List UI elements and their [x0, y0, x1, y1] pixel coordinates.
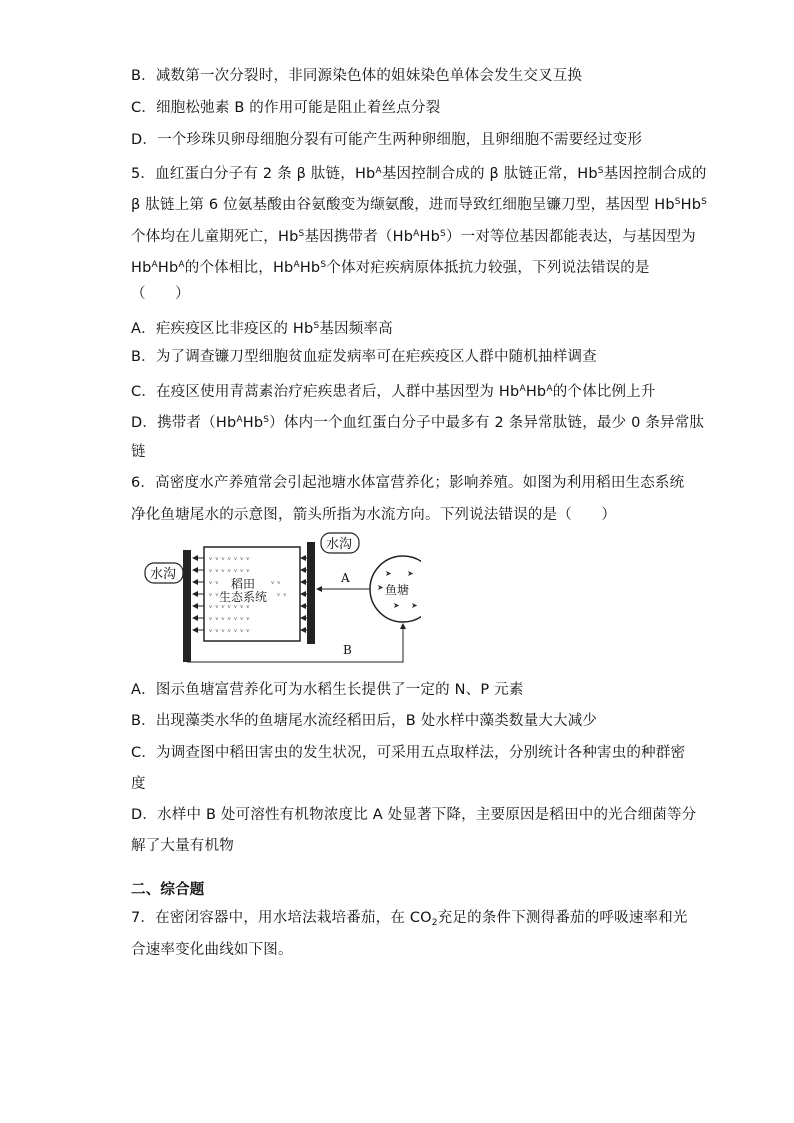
- ditch-to-field-arrows: [301, 558, 307, 630]
- q6-option-a: A．图示鱼塘富营养化可为水稻生长提供了一定的 N、P 元素: [131, 682, 524, 698]
- field-label-1: 稻田: [231, 577, 256, 591]
- q5-stem-line-2: β 肽链上第 6 位氨基酸由谷氨酸变为缬氨酸，进而导致红细胞呈镰刀型，基因型 $Hb^SHb^S$: [131, 197, 708, 213]
- field-label-2: 生态系统: [219, 590, 268, 604]
- q6-option-d-cont: 解了大量有机物: [131, 838, 234, 854]
- q5-option-b: B．为了调查镰刀型细胞贫血症发病率可在疟疾疫区人群中随机抽样调查: [131, 349, 597, 365]
- field-to-ditch-arrows: [193, 558, 204, 630]
- q4-option-d: D．一个珍珠贝卵母细胞分裂有可能产生两种卵细胞，且卵细胞不需要经过变形: [131, 132, 643, 148]
- q7-stem-line-1: 7．在密闭容器中，用水培法栽培番茄，在 $CO_2$充足的条件下测得番茄的呼吸速率和光: [131, 910, 688, 928]
- left-ditch: [183, 550, 191, 662]
- svg-text:➤: ➤: [393, 601, 400, 610]
- svg-text:➤: ➤: [411, 601, 418, 610]
- svg-text:ᵥ ᵥ ᵥ ᵥ ᵥ ᵥ ᵥ: ᵥ ᵥ ᵥ ᵥ ᵥ ᵥ ᵥ: [209, 625, 250, 635]
- left-ditch-label: 水沟: [150, 567, 177, 582]
- q5-stem-line-3: 个体均在儿童期死亡，$Hb^S$基因携带者$(Hb^AHb^S)$一对等位基因都能表达，与基因型为: [131, 229, 696, 245]
- svg-text:ᵥ ᵥ ᵥ ᵥ ᵥ ᵥ ᵥ: ᵥ ᵥ ᵥ ᵥ ᵥ ᵥ ᵥ: [209, 565, 250, 575]
- svg-text:ᵥ ᵥ: ᵥ ᵥ: [209, 577, 219, 587]
- svg-text:ᵥ ᵥ ᵥ ᵥ ᵥ ᵥ ᵥ: ᵥ ᵥ ᵥ ᵥ ᵥ ᵥ ᵥ: [209, 613, 250, 623]
- svg-text:➤: ➤: [377, 583, 384, 592]
- label-b: B: [343, 643, 352, 657]
- svg-text:ᵥ ᵥ: ᵥ ᵥ: [271, 577, 281, 587]
- svg-text:➤: ➤: [385, 569, 392, 578]
- q6-stem-line-2: 净化鱼塘尾水的示意图，箭头所指为水流方向。下列说法错误的是（ ）: [131, 507, 617, 523]
- q5-stem-line-1: 5．血红蛋白分子有 2 条 β 肽链，$Hb^A$基因控制合成的 β 肽链正常，$Hb^S$基因控制合成的: [131, 166, 707, 182]
- q4-option-b: B．减数第一次分裂时，非同源染色体的姐妹染色单体会发生交叉互换: [131, 68, 583, 84]
- pond-label: 鱼塘: [385, 583, 410, 597]
- q6-option-d: D．水样中 B 处可溶性有机物浓度比 A 处显著下降，主要原因是稻田中的光合细菌等分: [131, 807, 697, 823]
- q5-answer-paren: （ ）: [131, 286, 190, 302]
- q6-option-c-cont: 度: [131, 776, 146, 792]
- svg-text:ᵥ ᵥ: ᵥ ᵥ: [209, 589, 219, 599]
- q5-option-d: D．携带者$(Hb^AHb^S)$体内一个血红蛋白分子中最多有 2 条异常肽链，最少 0 条异常肽: [131, 415, 705, 431]
- q5-option-d-cont: 链: [131, 444, 146, 460]
- svg-text:ᵥ ᵥ ᵥ ᵥ ᵥ ᵥ ᵥ: ᵥ ᵥ ᵥ ᵥ ᵥ ᵥ ᵥ: [209, 601, 250, 611]
- q5-option-c: C．在疫区使用青蒿素治疗疟疾患者后，人群中基因型为 $Hb^AHb^A$的个体比例上升: [131, 384, 656, 400]
- paddy-field-diagram: [131, 532, 421, 672]
- q5-option-a: A．疟疾疫区比非疫区的 $Hb^S$基因频率高: [131, 321, 393, 337]
- right-ditch-label: 水沟: [326, 537, 353, 552]
- q4-option-c: C．细胞松弛素 B 的作用可能是阻止着丝点分裂: [131, 100, 441, 116]
- q6-option-b: B．出现藻类水华的鱼塘尾水流经稻田后，B 处水样中藻类数量大大减少: [131, 713, 598, 729]
- svg-text:➤: ➤: [407, 569, 414, 578]
- svg-text:ᵥ ᵥ: ᵥ ᵥ: [277, 589, 287, 599]
- q6-option-c: C．为调查图中稻田害虫的发生状况，可采用五点取样法，分别统计各种害虫的种群密: [131, 745, 686, 761]
- q5-stem-line-4: $Hb^AHb^A$的个体相比，$Hb^AHb^S$个体对疟疾病原体抵抗力较强，下列说法错误的是: [131, 260, 650, 276]
- label-a: A: [341, 571, 350, 585]
- svg-text:ᵥ ᵥ ᵥ ᵥ ᵥ ᵥ ᵥ: ᵥ ᵥ ᵥ ᵥ ᵥ ᵥ ᵥ: [209, 553, 250, 563]
- q6-stem-line-1: 6．高密度水产养殖常会引起池塘水体富营养化；影响养殖。如图为利用稻田生态系统: [131, 475, 685, 491]
- q7-stem-line-2: 合速率变化曲线如下图。: [131, 942, 293, 958]
- right-ditch: [307, 542, 315, 644]
- section-heading: 二、综合题: [131, 882, 205, 898]
